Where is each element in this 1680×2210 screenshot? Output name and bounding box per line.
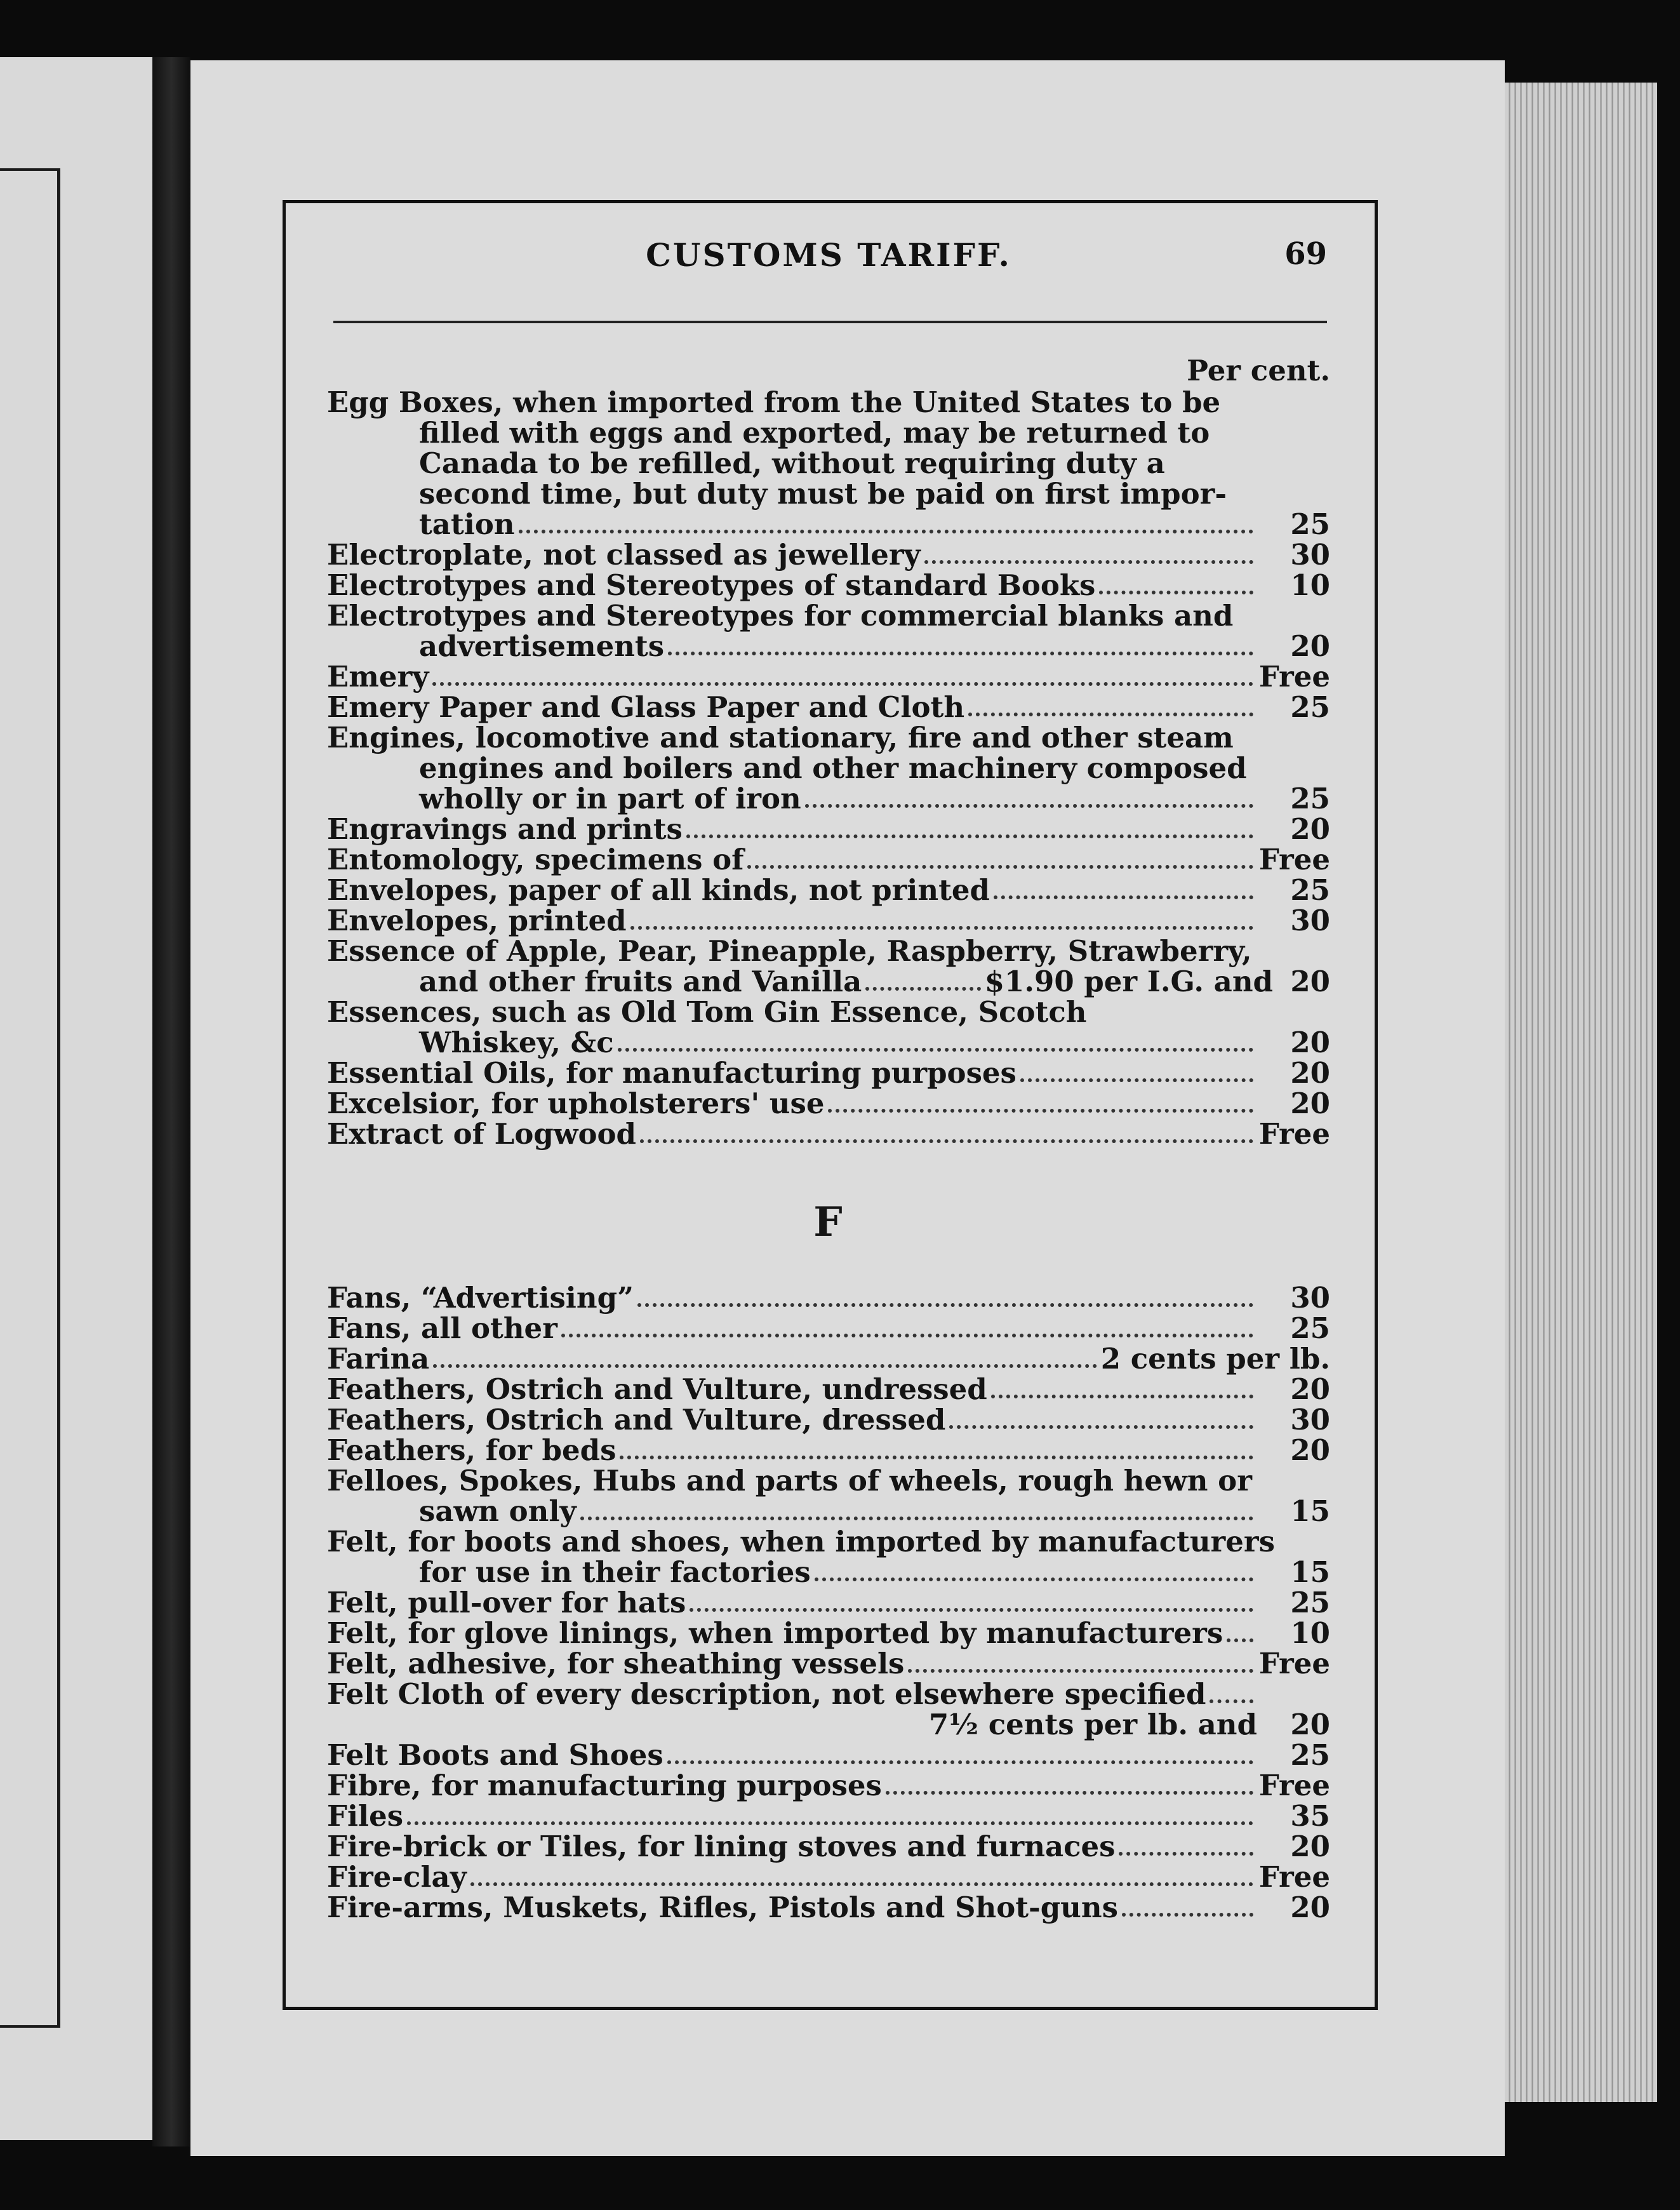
entry-duty: 20 <box>1290 1087 1330 1120</box>
left-page-edge <box>0 57 152 2140</box>
tariff-entry <box>327 1771 1330 1801</box>
entry-text: Envelopes, paper of all kinds, not printed <box>327 873 990 907</box>
tariff-entry <box>327 692 1330 723</box>
dot-leader <box>470 1882 1253 1886</box>
tariff-entry <box>327 1892 1330 1923</box>
dot-leader <box>519 530 1253 533</box>
entry-rate-line <box>327 1710 1330 1740</box>
entry-text: for use in their factories <box>419 1555 811 1589</box>
tariff-entry <box>327 1649 1330 1679</box>
entry-text: Fans, all other <box>327 1311 557 1345</box>
entry-last-line <box>327 1405 1330 1435</box>
entry-duty: Free <box>1258 843 1330 876</box>
dot-leader <box>407 1821 1253 1825</box>
header-rule <box>333 321 1327 323</box>
entry-text: Excelsior, for upholsterers' use <box>327 1087 825 1120</box>
dot-leader <box>640 1139 1253 1143</box>
entry-duty: 30 <box>1290 1403 1330 1436</box>
running-header <box>330 236 1327 281</box>
entry-duty: 20 <box>1290 1891 1330 1924</box>
entry-last-line <box>327 1679 1330 1710</box>
dot-leader <box>1122 1913 1253 1917</box>
entry-text: Electroplate, not classed as jewellery <box>327 538 921 572</box>
tariff-entry <box>327 906 1330 936</box>
entry-text: Fire-brick or Tiles, for lining stoves and furnaces <box>327 1830 1116 1863</box>
entry-last-line <box>327 1058 1330 1088</box>
entries-f <box>327 1283 1330 1923</box>
tariff-entry <box>327 570 1330 601</box>
entry-line: Engines, locomotive and stationary, fire and other steam <box>327 721 1234 754</box>
entry-last-line <box>327 1344 1330 1374</box>
entry-duty: Free <box>1258 1769 1330 1802</box>
page-number: 69 <box>1284 236 1327 272</box>
dot-leader <box>815 1577 1253 1581</box>
tariff-entry <box>327 997 1330 1058</box>
entry-duty: 25 <box>1290 782 1330 815</box>
entry-duty: 20 <box>1290 965 1330 998</box>
entry-last-line <box>327 540 1330 570</box>
entry-rate: 2 cents per lb. <box>1100 1342 1330 1376</box>
tariff-entry <box>327 1435 1330 1466</box>
entry-text: Felt, pull-over for hats <box>327 1586 686 1619</box>
dot-leader <box>667 1760 1253 1764</box>
entry-last-line <box>327 1435 1330 1466</box>
entry-duty: Free <box>1258 1860 1330 1894</box>
entry-text: Felt Cloth of every description, not elsewhere specified <box>327 1677 1206 1711</box>
entry-line: Electrotypes and Stereotypes for commercial blanks and <box>327 599 1234 633</box>
entry-last-line <box>327 692 1330 723</box>
dot-leader <box>828 1109 1253 1113</box>
entry-text: Envelopes, printed <box>327 904 627 937</box>
entry-text: Essential Oils, for manufacturing purposes <box>327 1056 1017 1090</box>
entry-duty: 20 <box>1290 1026 1330 1059</box>
entry-duty: Free <box>1258 660 1330 693</box>
entry-line: Felloes, Spokes, Hubs and parts of wheels, rough hewn or <box>327 1464 1252 1497</box>
tariff-entry <box>327 1405 1330 1435</box>
dot-leader <box>1227 1638 1253 1642</box>
entry-text: Extract of Logwood <box>327 1117 637 1151</box>
entry-duty: 20 <box>1290 1708 1330 1741</box>
entry-last-line <box>327 570 1330 601</box>
entry-last-line <box>327 906 1330 936</box>
column-header: Per cent. <box>1187 354 1330 387</box>
entry-last-line <box>327 1496 1330 1527</box>
entry-text: Feathers, Ostrich and Vulture, undressed <box>327 1372 987 1406</box>
entry-duty: 25 <box>1290 873 1330 907</box>
dot-leader <box>805 804 1253 808</box>
dot-leader <box>637 1303 1253 1307</box>
entry-text: tation <box>419 507 515 541</box>
entry-last-line <box>327 1557 1330 1588</box>
entry-text: Engravings and prints <box>327 812 683 846</box>
entry-last-line <box>327 1028 1330 1058</box>
dot-leader <box>690 1608 1253 1612</box>
entry-text: Electrotypes and Stereotypes of standard Books <box>327 568 1096 602</box>
entry-line: filled with eggs and exported, may be returned to <box>419 416 1210 450</box>
dot-leader <box>668 652 1253 655</box>
entry-text: Farina <box>327 1342 430 1376</box>
entry-duty: 10 <box>1290 568 1330 602</box>
entry-line: Essence of Apple, Pear, Pineapple, Raspberry, Strawberry, <box>327 934 1252 968</box>
entry-text: Feathers, for beds <box>327 1433 617 1467</box>
tariff-entry <box>327 814 1330 845</box>
entry-last-line <box>327 1119 1330 1149</box>
dot-leader <box>924 560 1253 564</box>
dot-leader <box>561 1334 1253 1337</box>
dot-leader <box>1099 591 1253 594</box>
dot-leader <box>433 1364 1097 1368</box>
entry-duty: 35 <box>1290 1799 1330 1833</box>
entry-duty: 10 <box>1290 1616 1330 1650</box>
entry-last-line <box>327 1588 1330 1618</box>
entry-text: Felt, adhesive, for sheathing vessels <box>327 1647 905 1680</box>
entry-last-line <box>327 784 1330 814</box>
entry-line: Egg Boxes, when imported from the United States to be <box>327 385 1221 419</box>
entry-last-line <box>327 1618 1330 1649</box>
dot-leader <box>580 1517 1253 1520</box>
entry-rate: $1.90 per I.G. and <box>984 965 1273 998</box>
entry-last-line <box>327 1374 1330 1405</box>
entry-duty: 25 <box>1290 507 1330 541</box>
dot-leader <box>747 865 1253 869</box>
entry-last-line <box>327 1771 1330 1801</box>
entry-duty: 30 <box>1290 1281 1330 1315</box>
entry-last-line <box>327 1832 1330 1862</box>
dot-leader <box>1119 1852 1253 1856</box>
entry-last-line <box>327 814 1330 845</box>
entry-duty: 30 <box>1290 538 1330 572</box>
entry-duty: 25 <box>1290 690 1330 724</box>
entry-text: Fans, “Advertising” <box>327 1281 634 1315</box>
tariff-entry <box>327 1679 1330 1740</box>
entry-line: Essences, such as Old Tom Gin Essence, Scotch <box>327 995 1087 1029</box>
dot-leader <box>1210 1699 1253 1703</box>
left-page-frame <box>0 168 60 2028</box>
entry-last-line <box>327 1088 1330 1119</box>
entry-text: and other fruits and Vanilla <box>419 965 862 998</box>
tariff-entry <box>327 1119 1330 1149</box>
entry-duty: 20 <box>1290 812 1330 846</box>
entry-text: Fibre, for manufacturing purposes <box>327 1769 882 1802</box>
dot-leader <box>1020 1078 1253 1082</box>
page-stack-edges <box>1505 83 1657 2102</box>
tariff-entry <box>327 1618 1330 1649</box>
book-gutter <box>152 57 190 2146</box>
entry-text: Felt Boots and Shoes <box>327 1738 663 1772</box>
entry-text: Fire-arms, Muskets, Rifles, Pistols and Shot-guns <box>327 1891 1118 1924</box>
tariff-entry <box>327 540 1330 570</box>
entry-duty: 15 <box>1290 1494 1330 1528</box>
entry-duty: 20 <box>1290 1372 1330 1406</box>
tariff-entry <box>327 1862 1330 1892</box>
entry-text: Files <box>327 1799 404 1833</box>
entry-duty: 20 <box>1290 1830 1330 1863</box>
entry-rate: 7½ cents per lb. and <box>928 1708 1257 1741</box>
entry-last-line <box>327 1862 1330 1892</box>
tariff-entry <box>327 387 1330 540</box>
page-title: CUSTOMS TARIFF. <box>646 236 1011 274</box>
tariff-entry <box>327 1313 1330 1344</box>
tariff-entry <box>327 601 1330 662</box>
entry-duty: Free <box>1258 1647 1330 1680</box>
tariff-entry <box>327 1527 1330 1588</box>
dot-leader <box>620 1456 1253 1459</box>
entry-duty: 30 <box>1290 904 1330 937</box>
entry-duty: 25 <box>1290 1738 1330 1772</box>
entry-last-line <box>327 1892 1330 1923</box>
tariff-entry <box>327 662 1330 692</box>
tariff-entry <box>327 1088 1330 1119</box>
entry-last-line <box>327 1740 1330 1771</box>
dot-leader <box>991 1395 1253 1398</box>
entry-last-line <box>327 662 1330 692</box>
entry-text: Feathers, Ostrich and Vulture, dressed <box>327 1403 946 1436</box>
entry-last-line <box>327 967 1330 997</box>
dot-leader <box>886 1791 1253 1795</box>
dot-leader <box>432 682 1253 686</box>
tariff-entry <box>327 875 1330 906</box>
entry-duty: 20 <box>1290 1056 1330 1090</box>
entries-e <box>327 387 1330 1149</box>
entry-line: Felt, for boots and shoes, when imported by manufacturers <box>327 1525 1275 1558</box>
entry-text: Emery Paper and Glass Paper and Cloth <box>327 690 965 724</box>
tariff-entry <box>327 1058 1330 1088</box>
tariff-entry <box>327 1344 1330 1374</box>
tariff-entry <box>327 723 1330 814</box>
dot-leader <box>949 1425 1253 1429</box>
tariff-entry <box>327 1283 1330 1313</box>
tariff-entry <box>327 1588 1330 1618</box>
entry-line: second time, but duty must be paid on first impor- <box>419 477 1227 511</box>
dot-leader <box>908 1669 1253 1673</box>
tariff-entry <box>327 1832 1330 1862</box>
entry-text: Fire-clay <box>327 1860 467 1894</box>
entry-text: wholly or in part of iron <box>419 782 801 815</box>
tariff-entry <box>327 845 1330 875</box>
entry-last-line <box>327 875 1330 906</box>
dot-leader <box>686 834 1253 838</box>
entry-duty: 20 <box>1290 1433 1330 1467</box>
tariff-entry <box>327 936 1330 997</box>
entry-text: Emery <box>327 660 429 693</box>
tariff-list <box>327 356 1330 1923</box>
dot-leader <box>630 926 1253 930</box>
entry-duty: 20 <box>1290 629 1330 663</box>
entry-last-line <box>327 1283 1330 1313</box>
tariff-entry <box>327 1374 1330 1405</box>
tariff-entry <box>327 1801 1330 1832</box>
entry-last-line <box>327 631 1330 662</box>
entry-last-line <box>327 845 1330 875</box>
dot-leader <box>865 987 980 991</box>
dot-leader <box>994 895 1253 899</box>
dot-leader <box>618 1048 1253 1052</box>
entry-duty: 25 <box>1290 1311 1330 1345</box>
entry-text: Entomology, specimens of <box>327 843 744 876</box>
entry-duty: Free <box>1258 1117 1330 1151</box>
entry-line: Canada to be refilled, without requiring duty a <box>419 446 1165 480</box>
entry-last-line <box>327 1801 1330 1832</box>
dot-leader <box>968 713 1253 716</box>
entry-duty: 15 <box>1290 1555 1330 1589</box>
tariff-entry <box>327 1466 1330 1527</box>
entry-last-line <box>327 1649 1330 1679</box>
section-letter: F <box>813 1198 844 1246</box>
entry-text: sawn only <box>419 1494 577 1528</box>
entry-duty: 25 <box>1290 1586 1330 1619</box>
entry-last-line <box>327 1313 1330 1344</box>
entry-text: Felt, for glove linings, when imported by manufacturers <box>327 1616 1223 1650</box>
entry-text: advertisements <box>419 629 665 663</box>
entry-last-line <box>327 509 1330 540</box>
entry-line: engines and boilers and other machinery composed <box>419 751 1247 785</box>
entry-text: Whiskey, &c <box>419 1026 614 1059</box>
tariff-entry <box>327 1740 1330 1771</box>
